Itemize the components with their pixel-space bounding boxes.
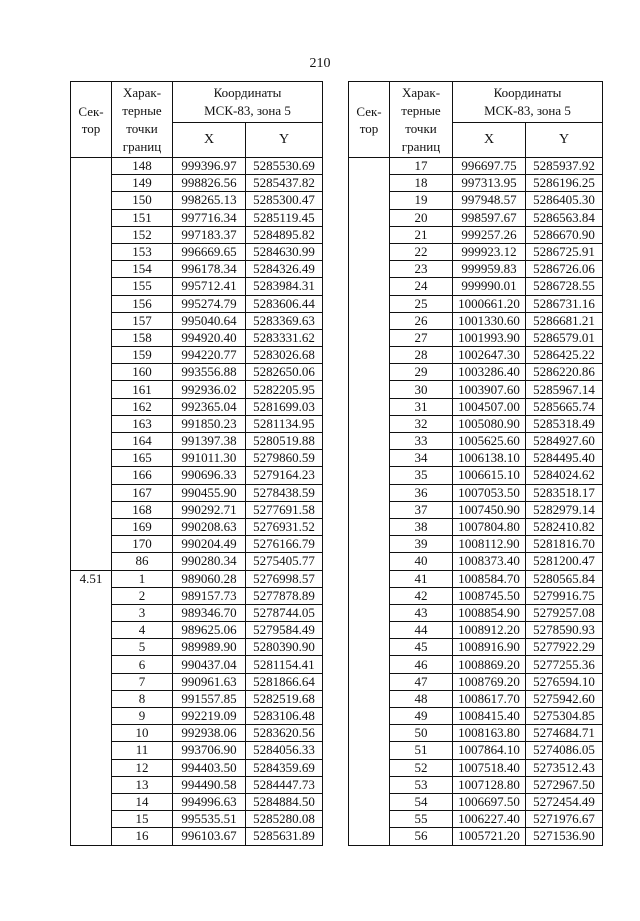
x-coordinate-cell: 1008373.40 [453, 553, 526, 570]
point-number-cell: 53 [390, 776, 453, 793]
y-coordinate-cell: 5286563.84 [526, 209, 603, 226]
x-coordinate-cell: 1007518.40 [453, 759, 526, 776]
y-coordinate-cell: 5284927.60 [526, 433, 603, 450]
table-body-left [71, 158, 323, 846]
x-coordinate-cell: 1008584.70 [453, 570, 526, 587]
x-coordinate-cell: 992936.02 [173, 381, 246, 398]
y-coordinate-cell: 5283026.68 [246, 347, 323, 364]
point-number-cell: 16 [112, 828, 173, 845]
point-number-cell: 23 [390, 261, 453, 278]
x-coordinate-cell: 990455.90 [173, 484, 246, 501]
point-number-cell: 15 [112, 811, 173, 828]
x-coordinate-cell: 991011.30 [173, 450, 246, 467]
point-number-cell: 31 [390, 398, 453, 415]
x-coordinate-cell: 1006615.10 [453, 467, 526, 484]
x-coordinate-cell: 1001993.90 [453, 329, 526, 346]
point-number-cell: 34 [390, 450, 453, 467]
point-number-cell: 1 [112, 570, 173, 587]
x-coordinate-cell: 999959.83 [453, 261, 526, 278]
point-number-cell: 14 [112, 793, 173, 810]
point-number-cell: 25 [390, 295, 453, 312]
point-number-cell: 161 [112, 381, 173, 398]
y-coordinate-cell: 5276594.10 [526, 673, 603, 690]
point-number-cell: 155 [112, 278, 173, 295]
y-coordinate-cell: 5279164.23 [246, 467, 323, 484]
table-row [71, 158, 323, 175]
point-number-cell: 19 [390, 192, 453, 209]
page-number: 210 [309, 56, 331, 71]
x-coordinate-cell: 990696.33 [173, 467, 246, 484]
y-coordinate-cell: 5284024.62 [526, 467, 603, 484]
x-coordinate-cell: 1008869.20 [453, 656, 526, 673]
point-number-cell: 30 [390, 381, 453, 398]
x-coordinate-cell: 1007864.10 [453, 742, 526, 759]
x-coordinate-cell: 995535.51 [173, 811, 246, 828]
x-coordinate-cell: 990204.49 [173, 536, 246, 553]
y-coordinate-cell: 5284495.40 [526, 450, 603, 467]
y-coordinate-cell: 5281699.03 [246, 398, 323, 415]
point-number-cell: 46 [390, 656, 453, 673]
x-coordinate-cell: 999257.26 [453, 226, 526, 243]
point-number-cell: 6 [112, 656, 173, 673]
x-coordinate-cell: 996697.75 [453, 158, 526, 175]
point-number-cell: 86 [112, 553, 173, 570]
point-number-cell: 7 [112, 673, 173, 690]
table-row [349, 158, 603, 175]
point-number-cell: 162 [112, 398, 173, 415]
point-number-cell: 156 [112, 295, 173, 312]
header-points: Харак- терные точки границ [390, 82, 453, 158]
point-number-cell: 24 [390, 278, 453, 295]
point-number-cell: 29 [390, 364, 453, 381]
x-coordinate-cell: 1008912.20 [453, 622, 526, 639]
x-coordinate-cell: 1008769.20 [453, 673, 526, 690]
x-coordinate-cell: 991397.38 [173, 433, 246, 450]
y-coordinate-cell: 5285967.14 [526, 381, 603, 398]
x-coordinate-cell: 996103.67 [173, 828, 246, 845]
x-coordinate-cell: 1006227.40 [453, 811, 526, 828]
point-number-cell: 4 [112, 622, 173, 639]
x-coordinate-cell: 997948.57 [453, 192, 526, 209]
x-coordinate-cell: 991557.85 [173, 690, 246, 707]
point-number-cell: 2 [112, 587, 173, 604]
point-number-cell: 45 [390, 639, 453, 656]
point-number-cell: 40 [390, 553, 453, 570]
y-coordinate-cell: 5286670.90 [526, 226, 603, 243]
x-coordinate-cell: 997313.95 [453, 175, 526, 192]
y-coordinate-cell: 5284359.69 [246, 759, 323, 776]
y-coordinate-cell: 5277922.29 [526, 639, 603, 656]
x-coordinate-cell: 992938.06 [173, 725, 246, 742]
header-x: X [453, 123, 526, 158]
point-number-cell: 163 [112, 415, 173, 432]
y-coordinate-cell: 5286725.91 [526, 243, 603, 260]
x-coordinate-cell: 995040.64 [173, 312, 246, 329]
point-number-cell: 39 [390, 536, 453, 553]
y-coordinate-cell: 5286579.01 [526, 329, 603, 346]
y-coordinate-cell: 5283606.44 [246, 295, 323, 312]
y-coordinate-cell: 5284630.99 [246, 243, 323, 260]
x-coordinate-cell: 990437.04 [173, 656, 246, 673]
x-coordinate-cell: 1007450.90 [453, 501, 526, 518]
x-coordinate-cell: 1008112.90 [453, 536, 526, 553]
y-coordinate-cell: 5279916.75 [526, 587, 603, 604]
x-coordinate-cell: 993556.88 [173, 364, 246, 381]
y-coordinate-cell: 5280565.84 [526, 570, 603, 587]
y-coordinate-cell: 5286728.55 [526, 278, 603, 295]
point-number-cell: 42 [390, 587, 453, 604]
x-coordinate-cell: 998597.67 [453, 209, 526, 226]
point-number-cell: 153 [112, 243, 173, 260]
y-coordinate-cell: 5274684.71 [526, 725, 603, 742]
y-coordinate-cell: 5272454.49 [526, 793, 603, 810]
point-number-cell: 48 [390, 690, 453, 707]
x-coordinate-cell: 1008916.90 [453, 639, 526, 656]
y-coordinate-cell: 5275942.60 [526, 690, 603, 707]
sector-cell [349, 158, 390, 846]
x-coordinate-cell: 991850.23 [173, 415, 246, 432]
x-coordinate-cell: 990280.34 [173, 553, 246, 570]
y-coordinate-cell: 5282410.82 [526, 518, 603, 535]
y-coordinate-cell: 5276931.52 [246, 518, 323, 535]
header-points: Харак- терные точки границ [112, 82, 173, 158]
point-number-cell: 27 [390, 329, 453, 346]
x-coordinate-cell: 995274.79 [173, 295, 246, 312]
header-y: Y [246, 123, 323, 158]
sector-cell [71, 158, 112, 571]
point-number-cell: 44 [390, 622, 453, 639]
table-row [71, 570, 323, 587]
y-coordinate-cell: 5283106.48 [246, 708, 323, 725]
x-coordinate-cell: 990961.63 [173, 673, 246, 690]
x-coordinate-cell: 1005625.60 [453, 433, 526, 450]
y-coordinate-cell: 5285119.45 [246, 209, 323, 226]
x-coordinate-cell: 1008854.90 [453, 604, 526, 621]
point-number-cell: 35 [390, 467, 453, 484]
y-coordinate-cell: 5285318.49 [526, 415, 603, 432]
y-coordinate-cell: 5283984.31 [246, 278, 323, 295]
point-number-cell: 38 [390, 518, 453, 535]
point-number-cell: 169 [112, 518, 173, 535]
header-coordinates: Координаты МСК-83, зона 5 [173, 82, 323, 123]
point-number-cell: 159 [112, 347, 173, 364]
x-coordinate-cell: 989625.06 [173, 622, 246, 639]
point-number-cell: 18 [390, 175, 453, 192]
y-coordinate-cell: 5280390.90 [246, 639, 323, 656]
x-coordinate-cell: 999990.01 [453, 278, 526, 295]
x-coordinate-cell: 1002647.30 [453, 347, 526, 364]
point-number-cell: 152 [112, 226, 173, 243]
x-coordinate-cell: 1005080.90 [453, 415, 526, 432]
point-number-cell: 54 [390, 793, 453, 810]
x-coordinate-cell: 999396.97 [173, 158, 246, 175]
y-coordinate-cell: 5278590.93 [526, 622, 603, 639]
point-number-cell: 22 [390, 243, 453, 260]
y-coordinate-cell: 5286405.30 [526, 192, 603, 209]
y-coordinate-cell: 5285280.08 [246, 811, 323, 828]
point-number-cell: 154 [112, 261, 173, 278]
x-coordinate-cell: 996669.65 [173, 243, 246, 260]
y-coordinate-cell: 5284056.33 [246, 742, 323, 759]
y-coordinate-cell: 5284447.73 [246, 776, 323, 793]
x-coordinate-cell: 990208.63 [173, 518, 246, 535]
x-coordinate-cell: 997183.37 [173, 226, 246, 243]
point-number-cell: 149 [112, 175, 173, 192]
y-coordinate-cell: 5282650.06 [246, 364, 323, 381]
x-coordinate-cell: 990292.71 [173, 501, 246, 518]
y-coordinate-cell: 5279584.49 [246, 622, 323, 639]
y-coordinate-cell: 5275304.85 [526, 708, 603, 725]
x-coordinate-cell: 1000661.20 [453, 295, 526, 312]
y-coordinate-cell: 5282205.95 [246, 381, 323, 398]
y-coordinate-cell: 5276166.79 [246, 536, 323, 553]
point-number-cell: 37 [390, 501, 453, 518]
x-coordinate-cell: 998826.56 [173, 175, 246, 192]
point-number-cell: 56 [390, 828, 453, 845]
point-number-cell: 33 [390, 433, 453, 450]
header-y: Y [526, 123, 603, 158]
y-coordinate-cell: 5277878.89 [246, 587, 323, 604]
y-coordinate-cell: 5284326.49 [246, 261, 323, 278]
point-number-cell: 10 [112, 725, 173, 742]
x-coordinate-cell: 998265.13 [173, 192, 246, 209]
x-coordinate-cell: 989060.28 [173, 570, 246, 587]
point-number-cell: 43 [390, 604, 453, 621]
y-coordinate-cell: 5272967.50 [526, 776, 603, 793]
point-number-cell: 170 [112, 536, 173, 553]
point-number-cell: 168 [112, 501, 173, 518]
y-coordinate-cell: 5285300.47 [246, 192, 323, 209]
x-coordinate-cell: 992219.09 [173, 708, 246, 725]
x-coordinate-cell: 989157.73 [173, 587, 246, 604]
y-coordinate-cell: 5286220.86 [526, 364, 603, 381]
x-coordinate-cell: 994403.50 [173, 759, 246, 776]
y-coordinate-cell: 5271536.90 [526, 828, 603, 845]
coordinates-table-right [348, 81, 603, 846]
point-number-cell: 50 [390, 725, 453, 742]
y-coordinate-cell: 5285665.74 [526, 398, 603, 415]
x-coordinate-cell: 1008617.70 [453, 690, 526, 707]
y-coordinate-cell: 5280519.88 [246, 433, 323, 450]
y-coordinate-cell: 5283620.56 [246, 725, 323, 742]
point-number-cell: 5 [112, 639, 173, 656]
x-coordinate-cell: 996178.34 [173, 261, 246, 278]
point-number-cell: 26 [390, 312, 453, 329]
header-x: X [173, 123, 246, 158]
x-coordinate-cell: 1008745.50 [453, 587, 526, 604]
y-coordinate-cell: 5286726.06 [526, 261, 603, 278]
point-number-cell: 55 [390, 811, 453, 828]
y-coordinate-cell: 5275405.77 [246, 553, 323, 570]
y-coordinate-cell: 5283369.63 [246, 312, 323, 329]
y-coordinate-cell: 5279257.08 [526, 604, 603, 621]
x-coordinate-cell: 989346.70 [173, 604, 246, 621]
point-number-cell: 164 [112, 433, 173, 450]
y-coordinate-cell: 5286196.25 [526, 175, 603, 192]
x-coordinate-cell: 1007128.80 [453, 776, 526, 793]
point-number-cell: 51 [390, 742, 453, 759]
x-coordinate-cell: 1004507.00 [453, 398, 526, 415]
y-coordinate-cell: 5286731.16 [526, 295, 603, 312]
y-coordinate-cell: 5277255.36 [526, 656, 603, 673]
header-sector: Сек- тор [349, 82, 390, 158]
y-coordinate-cell: 5281200.47 [526, 553, 603, 570]
x-coordinate-cell: 1008415.40 [453, 708, 526, 725]
point-number-cell: 12 [112, 759, 173, 776]
coordinates-table-left [70, 81, 323, 846]
x-coordinate-cell: 994490.58 [173, 776, 246, 793]
x-coordinate-cell: 1007053.50 [453, 484, 526, 501]
point-number-cell: 9 [112, 708, 173, 725]
header-sector: Сек- тор [71, 82, 112, 158]
x-coordinate-cell: 1006697.50 [453, 793, 526, 810]
y-coordinate-cell: 5284895.82 [246, 226, 323, 243]
y-coordinate-cell: 5276998.57 [246, 570, 323, 587]
point-number-cell: 13 [112, 776, 173, 793]
y-coordinate-cell: 5281154.41 [246, 656, 323, 673]
point-number-cell: 49 [390, 708, 453, 725]
y-coordinate-cell: 5281816.70 [526, 536, 603, 553]
y-coordinate-cell: 5286681.21 [526, 312, 603, 329]
y-coordinate-cell: 5283331.62 [246, 329, 323, 346]
table-body-right [349, 158, 603, 846]
point-number-cell: 160 [112, 364, 173, 381]
y-coordinate-cell: 5286425.22 [526, 347, 603, 364]
point-number-cell: 20 [390, 209, 453, 226]
x-coordinate-cell: 1005721.20 [453, 828, 526, 845]
x-coordinate-cell: 993706.90 [173, 742, 246, 759]
x-coordinate-cell: 1001330.60 [453, 312, 526, 329]
point-number-cell: 165 [112, 450, 173, 467]
y-coordinate-cell: 5281134.95 [246, 415, 323, 432]
x-coordinate-cell: 994220.77 [173, 347, 246, 364]
x-coordinate-cell: 1007804.80 [453, 518, 526, 535]
y-coordinate-cell: 5282979.14 [526, 501, 603, 518]
x-coordinate-cell: 999923.12 [453, 243, 526, 260]
point-number-cell: 166 [112, 467, 173, 484]
point-number-cell: 47 [390, 673, 453, 690]
point-number-cell: 8 [112, 690, 173, 707]
x-coordinate-cell: 992365.04 [173, 398, 246, 415]
point-number-cell: 148 [112, 158, 173, 175]
y-coordinate-cell: 5278744.05 [246, 604, 323, 621]
x-coordinate-cell: 1008163.80 [453, 725, 526, 742]
y-coordinate-cell: 5282519.68 [246, 690, 323, 707]
point-number-cell: 21 [390, 226, 453, 243]
x-coordinate-cell: 1003286.40 [453, 364, 526, 381]
point-number-cell: 52 [390, 759, 453, 776]
x-coordinate-cell: 997716.34 [173, 209, 246, 226]
y-coordinate-cell: 5285631.89 [246, 828, 323, 845]
y-coordinate-cell: 5271976.67 [526, 811, 603, 828]
point-number-cell: 41 [390, 570, 453, 587]
y-coordinate-cell: 5273512.43 [526, 759, 603, 776]
sector-cell: 4.51 [71, 570, 112, 845]
point-number-cell: 3 [112, 604, 173, 621]
point-number-cell: 167 [112, 484, 173, 501]
y-coordinate-cell: 5277691.58 [246, 501, 323, 518]
point-number-cell: 157 [112, 312, 173, 329]
y-coordinate-cell: 5279860.59 [246, 450, 323, 467]
y-coordinate-cell: 5278438.59 [246, 484, 323, 501]
point-number-cell: 158 [112, 329, 173, 346]
x-coordinate-cell: 1006138.10 [453, 450, 526, 467]
point-number-cell: 151 [112, 209, 173, 226]
point-number-cell: 150 [112, 192, 173, 209]
x-coordinate-cell: 1003907.60 [453, 381, 526, 398]
y-coordinate-cell: 5283518.17 [526, 484, 603, 501]
x-coordinate-cell: 995712.41 [173, 278, 246, 295]
point-number-cell: 36 [390, 484, 453, 501]
y-coordinate-cell: 5284884.50 [246, 793, 323, 810]
point-number-cell: 28 [390, 347, 453, 364]
x-coordinate-cell: 994996.63 [173, 793, 246, 810]
point-number-cell: 32 [390, 415, 453, 432]
y-coordinate-cell: 5285937.92 [526, 158, 603, 175]
y-coordinate-cell: 5281866.64 [246, 673, 323, 690]
point-number-cell: 17 [390, 158, 453, 175]
x-coordinate-cell: 989989.90 [173, 639, 246, 656]
y-coordinate-cell: 5274086.05 [526, 742, 603, 759]
header-coordinates: Координаты МСК-83, зона 5 [453, 82, 603, 123]
y-coordinate-cell: 5285530.69 [246, 158, 323, 175]
point-number-cell: 11 [112, 742, 173, 759]
x-coordinate-cell: 994920.40 [173, 329, 246, 346]
y-coordinate-cell: 5285437.82 [246, 175, 323, 192]
